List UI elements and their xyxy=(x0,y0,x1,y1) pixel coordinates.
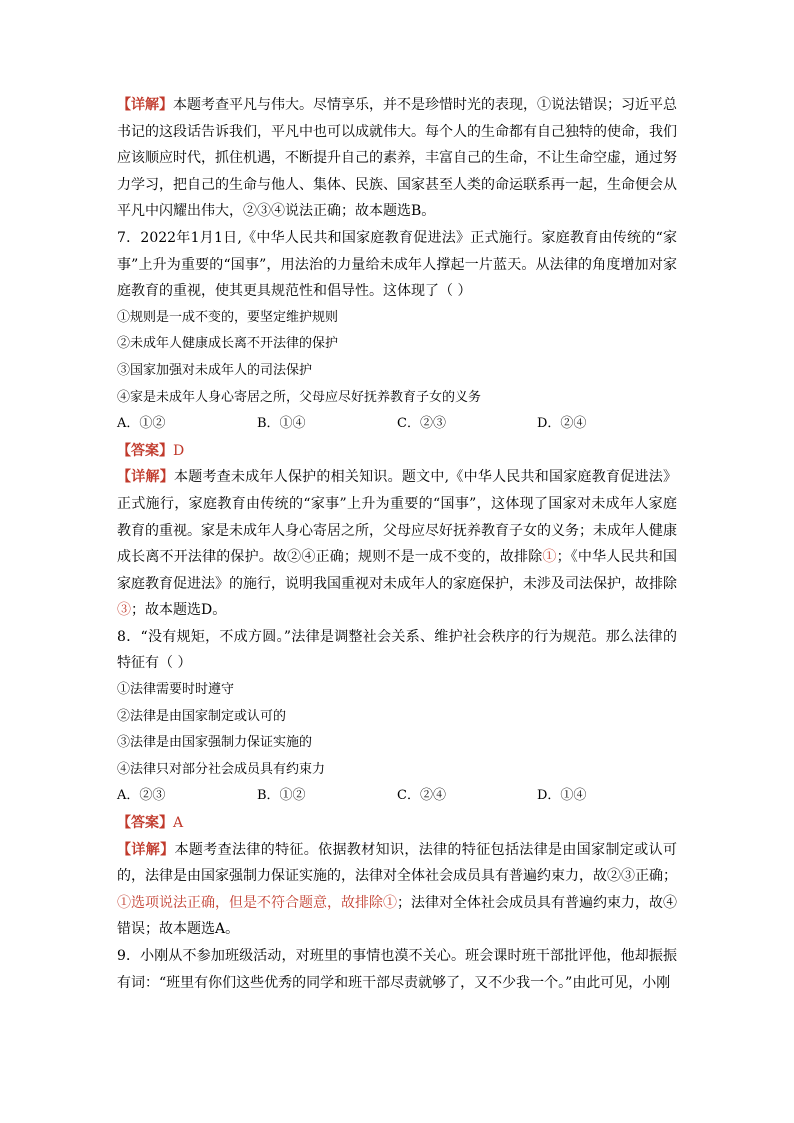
q8-choices xyxy=(117,783,677,810)
q7-answer xyxy=(117,438,677,465)
detail-text: 本题考查法律的特征。依据教材知识，法律的特征包括法律是由国家制定或认可的，法律是由国家强制力保证实施的，法律对全体社会成员具有普遍约束力，故②③正确； xyxy=(117,841,678,885)
q7-option-4: ④家是未成年人身心寄居之所，父母应尽好抚养教育子女的义务 xyxy=(117,389,482,405)
detail-highlight: ① xyxy=(542,549,557,566)
q8-choice-a: A．②③ xyxy=(117,788,166,804)
detail-tag: 【详解】 xyxy=(117,469,174,486)
detail-text: ；法律对全体社会成员具有普遍约束力，故④错误；故本题选A。 xyxy=(117,894,677,938)
q8-option-3: ③法律是由国家强制力保证实施的 xyxy=(117,735,313,751)
q6-detail xyxy=(117,92,677,225)
q7-stem: 7．2022年1月1日,《中华人民共和国家庭教育促进法》正式施行。家庭教育由传统的“家事”上升为重要的“国事”，用法治的力量给未成年人撑起一片蓝天。从法律的角度增加对家庭教育的重视，使其更具规范性和倡导性。这体现了（ ） xyxy=(117,229,677,300)
q8-choice-c: C．②④ xyxy=(397,788,446,804)
q8-option-4: ④法律只对部分社会成员具有约束力 xyxy=(117,761,326,777)
q8-detail xyxy=(117,837,677,943)
document-page xyxy=(117,92,677,996)
q7-detail xyxy=(117,464,677,624)
q7-choice-c: C．②③ xyxy=(397,416,446,432)
q9-stem: 9．小刚从不参加班级活动，对班里的事情也漠不关心。班会课时班干部批评他，他却振振有词：“班里有你们这些优秀的同学和班干部尽责就够了，又不少我一个。”由此可见，小刚 xyxy=(117,948,677,991)
q8-answer xyxy=(117,810,677,837)
detail-text: 本题考查平凡与伟大。尽情享乐，并不是珍惜时光的表现，①说法错误；习近平总书记的这段话告诉我们，平凡中也可以成就伟大。每个人的生命都有自己独特的使命，我们应该顺应时代，抓住机遇，不断提升自己的素养，丰富自己的生命，不让生命空虚，通过努力学习，把自己的生命与他人、集体、民族、国家甚至人类的命运联系再一起，生命便会从平凡中闪耀出伟大，②③④说法正确；故本题选B。 xyxy=(117,97,677,220)
q7-option-2: ②未成年人健康成长离不开法律的保护 xyxy=(117,336,339,352)
q8-option-1: ①法律需要时时遵守 xyxy=(117,682,235,698)
detail-text: 本题考查未成年人保护的相关知识。题文中,《中华人民共和国家庭教育促进法》正式施行，家庭教育由传统的“家事”上升为重要的“国事”，这体现了国家对未成年人家庭教育的重视。家是未成年人身心寄居之所，父母应尽好抚养教育子女的义务；未成年人健康成长离不开法律的保护。故②④正确；规则不是一成不变的，故排除 xyxy=(117,469,678,566)
q8-choice-b: B．①② xyxy=(257,788,306,804)
detail-tag: 【详解】 xyxy=(117,97,173,113)
detail-text: ；《中华人民共和国家庭教育促进法》的施行，说明我国重视对未成年人的家庭保护，未涉及司法保护，故排除 xyxy=(117,549,678,592)
q7-choice-d: D．②④ xyxy=(537,416,587,432)
q7-choices xyxy=(117,411,677,438)
detail-highlight: ③ xyxy=(117,602,131,619)
answer-tag: 【答案】 xyxy=(117,442,173,459)
q7-option-1: ①规则是一成不变的，要坚定维护规则 xyxy=(117,309,339,325)
q7-option-3: ③国家加强对未成年人的司法保护 xyxy=(117,362,313,378)
q8-stem: 8．“没有规矩，不成方圆。”法律是调整社会关系、维护社会秩序的行为规范。那么法律的特征有（ ） xyxy=(117,628,677,672)
q7-choice-b: B．①④ xyxy=(257,416,306,432)
q8-option-2: ②法律是由国家制定或认可的 xyxy=(117,708,287,724)
answer-value: A xyxy=(173,815,184,832)
detail-text: ；故本题选D。 xyxy=(131,602,227,619)
q7-choice-a: A．①② xyxy=(117,416,166,432)
answer-tag: 【答案】 xyxy=(117,815,173,832)
detail-highlight: ①选项说法正确，但是不符合题意，故排除① xyxy=(117,894,397,911)
detail-tag: 【详解】 xyxy=(117,841,175,858)
q8-choice-d: D．①④ xyxy=(537,788,587,804)
answer-value: D xyxy=(173,442,185,459)
